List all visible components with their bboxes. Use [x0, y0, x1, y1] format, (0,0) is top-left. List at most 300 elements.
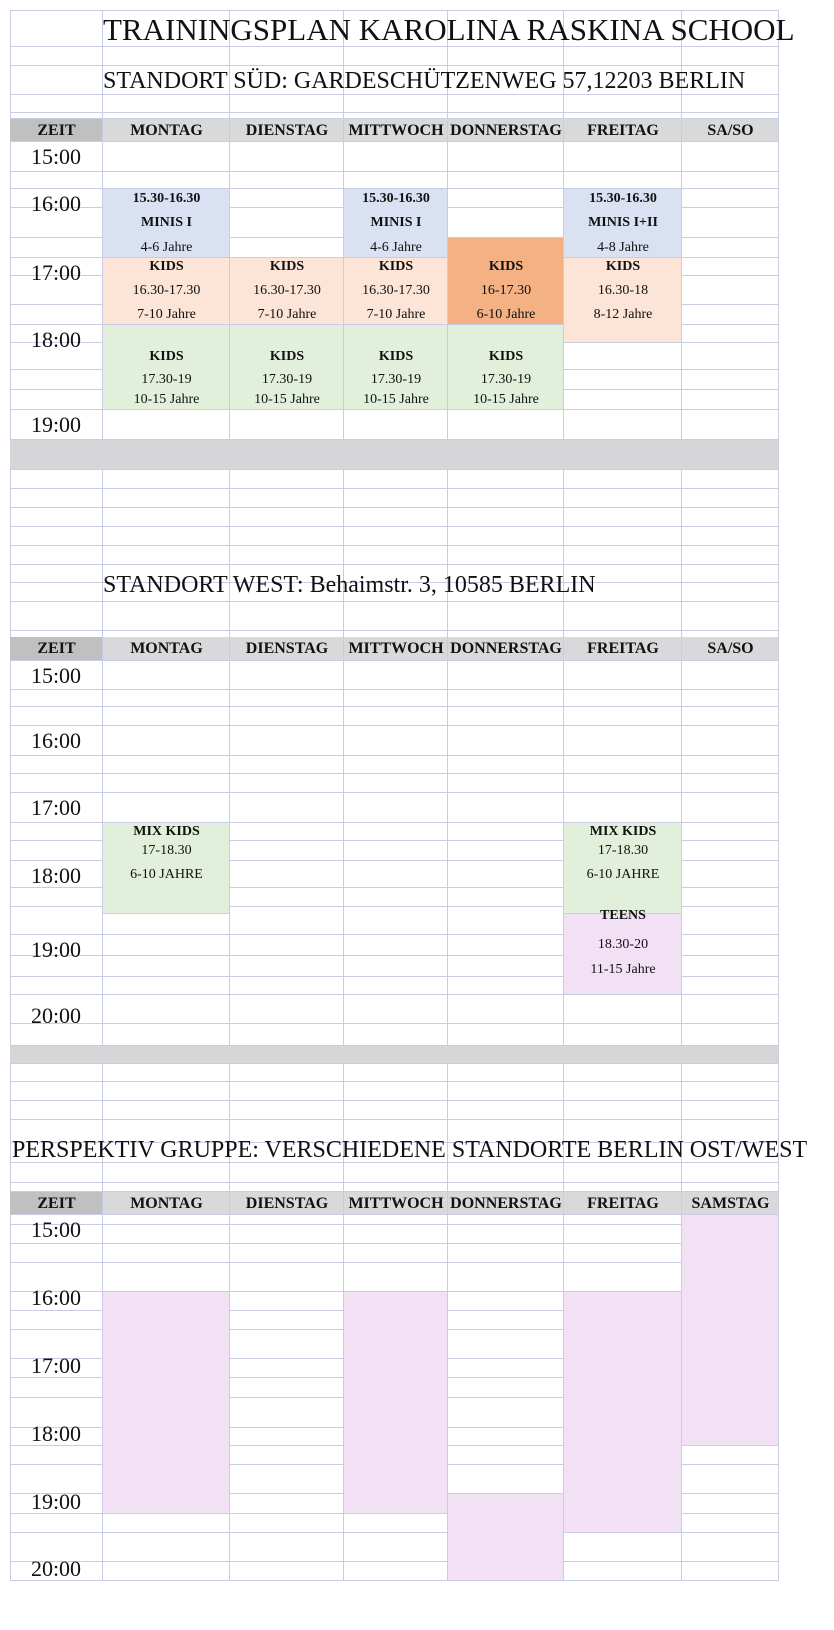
grid-cell [344, 774, 448, 793]
grid-cell [564, 172, 682, 189]
grid-cell [344, 977, 448, 995]
grid-cell [103, 1562, 230, 1581]
grid-cell [448, 1082, 564, 1101]
grid-cell [230, 470, 344, 489]
class-block [448, 1494, 564, 1581]
class-age: 11-15 Jahre [590, 961, 656, 977]
grid-cell [564, 47, 682, 66]
grid-cell [682, 276, 779, 305]
class-name: KIDS [605, 259, 641, 274]
grid-cell [682, 1101, 779, 1120]
grid-cell [10, 1378, 103, 1398]
grid-cell [10, 172, 103, 189]
class-age: 10-15 Jahre [133, 392, 200, 407]
time-label: 16:00 [30, 191, 82, 216]
page-title: TRAININGSPLAN KAROLINA RASKINA SCHOOL [103, 11, 795, 47]
grid-cell [344, 1082, 448, 1101]
grid-cell [448, 756, 564, 774]
grid-cell [448, 47, 564, 66]
grid-cell [682, 172, 779, 189]
grid-cell [448, 661, 564, 690]
column-header-day: MONTAG [130, 121, 203, 139]
grid-cell [682, 823, 779, 841]
grid-cell [230, 602, 344, 631]
class-time: 15.30-16.30 [132, 190, 201, 206]
class-time: 16-17.30 [480, 282, 532, 298]
grid-cell [344, 95, 448, 113]
grid-cell [10, 546, 103, 565]
grid-cell [448, 726, 564, 756]
grid-cell [448, 1311, 564, 1330]
grid-cell [230, 1330, 344, 1359]
class-block [103, 1292, 230, 1514]
grid-cell [448, 888, 564, 907]
grid-cell [230, 756, 344, 774]
grid-cell [682, 238, 779, 258]
grid-cell [344, 1064, 448, 1082]
grid-cell [344, 823, 448, 841]
grid-cell [448, 470, 564, 489]
grid-cell [230, 172, 344, 189]
grid-cell [682, 1514, 779, 1533]
grid-cell [344, 793, 448, 823]
grid-cell [682, 189, 779, 208]
class-name: TEENS [600, 908, 646, 923]
grid-cell [103, 172, 230, 189]
grid-cell [10, 907, 103, 935]
grid-cell [344, 470, 448, 489]
grid-cell [344, 1244, 448, 1263]
grid-cell [682, 756, 779, 774]
column-header-day: FREITAG [587, 640, 659, 657]
separator-band [10, 1046, 779, 1064]
grid-cell [230, 489, 344, 508]
grid-cell [564, 774, 682, 793]
grid-cell [448, 861, 564, 888]
column-header-day: DIENSTAG [245, 640, 329, 657]
grid-cell [448, 995, 564, 1024]
column-header-day: FREITAG [587, 1194, 659, 1212]
grid-cell [230, 935, 344, 956]
grid-cell [10, 470, 103, 489]
grid-cell [103, 726, 230, 756]
grid-cell [682, 774, 779, 793]
grid-cell [344, 546, 448, 565]
grid-cell [448, 95, 564, 113]
grid-cell [230, 841, 344, 861]
class-time: 17.30-19 [480, 372, 532, 387]
grid-cell [448, 1244, 564, 1263]
grid-cell [564, 1101, 682, 1120]
grid-cell [230, 907, 344, 935]
column-header-day: MITTWOCH [348, 640, 444, 657]
class-name: KIDS [269, 348, 305, 364]
grid-cell [564, 793, 682, 823]
grid-cell [564, 370, 682, 390]
grid-cell [448, 1330, 564, 1359]
class-name: MINIS I [141, 215, 192, 230]
grid-cell [10, 66, 103, 95]
grid-cell [10, 707, 103, 726]
grid-cell [682, 907, 779, 935]
grid-cell [10, 390, 103, 410]
grid-cell [682, 861, 779, 888]
grid-cell [682, 1082, 779, 1101]
class-age: 7-10 Jahre [137, 307, 196, 322]
grid-cell [448, 410, 564, 440]
grid-cell [344, 47, 448, 66]
grid-cell [682, 995, 779, 1024]
grid-cell [448, 172, 564, 189]
grid-cell [344, 726, 448, 756]
grid-cell [344, 861, 448, 888]
grid-cell [10, 756, 103, 774]
grid-cell [682, 793, 779, 823]
column-header-day: MONTAG [130, 640, 203, 657]
grid-cell [564, 726, 682, 756]
grid-cell [448, 1024, 564, 1046]
separator-band [10, 440, 779, 470]
grid-cell [103, 1183, 230, 1192]
grid-cell [230, 1562, 344, 1581]
grid-cell [230, 47, 344, 66]
column-header-day: SA/SO [707, 640, 754, 657]
grid-cell [564, 508, 682, 527]
grid-cell [230, 726, 344, 756]
grid-cell [344, 841, 448, 861]
class-time: 18.30-20 [597, 937, 649, 952]
grid-cell [682, 1183, 779, 1192]
grid-cell [230, 1024, 344, 1046]
grid-cell [564, 1533, 682, 1562]
grid-cell [682, 935, 779, 956]
class-age: 4-8 Jahre [597, 240, 649, 255]
grid-cell [103, 546, 230, 565]
grid-cell [103, 956, 230, 977]
grid-cell [230, 661, 344, 690]
grid-cell [682, 95, 779, 113]
section-title: STANDORT WEST: Behaimstr. 3, 10585 BERLIN [103, 572, 596, 598]
grid-cell [448, 1398, 564, 1428]
class-time: 17-18.30 [141, 843, 192, 858]
grid-cell [564, 1562, 682, 1581]
grid-cell [344, 1101, 448, 1120]
column-header-zeit: ZEIT [37, 640, 76, 657]
grid-cell [682, 1064, 779, 1082]
grid-cell [230, 888, 344, 907]
grid-cell [103, 1024, 230, 1046]
grid-cell [448, 977, 564, 995]
grid-cell [230, 208, 344, 238]
grid-cell [564, 1244, 682, 1263]
grid-cell [10, 823, 103, 841]
grid-cell [230, 823, 344, 841]
grid-cell [682, 470, 779, 489]
grid-cell [230, 1428, 344, 1446]
grid-cell [103, 1225, 230, 1244]
column-header-zeit: ZEIT [37, 1194, 76, 1212]
class-name: MINIS I+II [588, 215, 658, 230]
grid-cell [448, 546, 564, 565]
class-block [682, 1215, 779, 1446]
grid-cell [682, 1562, 779, 1581]
class-age: 10-15 Jahre [363, 392, 429, 407]
class-time: 17-18.30 [597, 843, 649, 858]
grid-cell [682, 258, 779, 276]
grid-cell [230, 1446, 344, 1465]
grid-cell [103, 1263, 230, 1292]
grid-cell [10, 95, 103, 113]
grid-cell [230, 1292, 344, 1311]
grid-cell [448, 189, 564, 208]
grid-cell [682, 1533, 779, 1562]
grid-cell [103, 793, 230, 823]
class-name: KIDS [149, 348, 184, 364]
time-label: 18:00 [30, 327, 82, 352]
grid-cell [682, 410, 779, 440]
grid-cell [564, 707, 682, 726]
grid-cell [103, 602, 230, 631]
column-header-day: MITTWOCH [348, 1194, 444, 1212]
grid-cell [344, 1183, 448, 1192]
grid-cell [448, 489, 564, 508]
grid-cell [230, 1183, 344, 1192]
grid-cell [10, 370, 103, 390]
grid-cell [344, 888, 448, 907]
grid-cell [448, 1359, 564, 1378]
grid-cell [10, 583, 103, 602]
column-header-day: MONTAG [130, 1194, 203, 1212]
class-age: 6-10 JAHRE [586, 866, 660, 882]
grid-cell [230, 861, 344, 888]
grid-cell [564, 546, 682, 565]
grid-cell [682, 546, 779, 565]
grid-cell [682, 726, 779, 756]
grid-cell [448, 935, 564, 956]
grid-cell [564, 661, 682, 690]
column-header-day: MITTWOCH [348, 121, 444, 139]
grid-cell [230, 774, 344, 793]
grid-cell [344, 907, 448, 935]
grid-cell [103, 1064, 230, 1082]
grid-cell [682, 142, 779, 172]
grid-cell [344, 410, 448, 440]
grid-cell [230, 707, 344, 726]
grid-cell [230, 1263, 344, 1292]
grid-cell [103, 410, 230, 440]
grid-cell [230, 956, 344, 977]
grid-cell [564, 602, 682, 631]
grid-cell [448, 841, 564, 861]
grid-cell [682, 690, 779, 707]
grid-cell [682, 1494, 779, 1514]
grid-cell [10, 565, 103, 583]
grid-cell [448, 142, 564, 172]
grid-cell [564, 1183, 682, 1192]
grid-cell [103, 1514, 230, 1533]
time-label: 17:00 [30, 1353, 82, 1378]
grid-cell [564, 756, 682, 774]
grid-cell [564, 343, 682, 370]
grid-cell [448, 1465, 564, 1494]
grid-cell [10, 527, 103, 546]
grid-cell [448, 907, 564, 935]
grid-cell [10, 774, 103, 793]
class-name: MIX KIDS [133, 824, 200, 839]
section-title: PERSPEKTIV GRUPPE: VERSCHIEDENE STANDORTE BERLIN OST/WEST [12, 1136, 808, 1163]
class-age: 8-12 Jahre [593, 307, 653, 322]
class-age: 7-10 Jahre [366, 307, 426, 322]
grid-cell [230, 527, 344, 546]
class-time: 16.30-17.30 [253, 282, 321, 298]
grid-cell [230, 238, 344, 258]
grid-cell [448, 508, 564, 527]
grid-cell [448, 793, 564, 823]
grid-cell [10, 508, 103, 527]
grid-cell [344, 935, 448, 956]
time-label: 19:00 [30, 412, 82, 437]
grid-cell [682, 343, 779, 370]
class-name: KIDS [378, 259, 414, 274]
grid-cell [230, 1082, 344, 1101]
class-age: 4-6 Jahre [370, 240, 422, 255]
grid-cell [10, 305, 103, 325]
class-name: MINIS I [370, 215, 422, 230]
grid-cell [103, 47, 230, 66]
grid-cell [344, 995, 448, 1024]
class-time: 16.30-18 [597, 282, 649, 298]
grid-cell [448, 1446, 564, 1465]
grid-cell [682, 841, 779, 861]
class-time: 15.30-16.30 [362, 190, 430, 206]
grid-cell [448, 208, 564, 238]
grid-cell [448, 1378, 564, 1398]
grid-cell [682, 602, 779, 631]
grid-cell [448, 1183, 564, 1192]
grid-cell [10, 1311, 103, 1330]
time-label: 15:00 [30, 663, 82, 688]
grid-cell [564, 690, 682, 707]
class-age: 10-15 Jahre [254, 392, 320, 407]
column-header-day: DIENSTAG [245, 121, 329, 139]
grid-cell [230, 508, 344, 527]
grid-cell [10, 489, 103, 508]
class-age: 4-6 Jahre [140, 240, 193, 255]
grid-cell [682, 977, 779, 995]
grid-cell [344, 172, 448, 189]
class-time: 16.30-17.30 [362, 282, 430, 298]
column-header-day: DONNERSTAG [450, 640, 562, 657]
class-name: KIDS [149, 259, 184, 274]
class-time: 17.30-19 [261, 372, 313, 387]
grid-cell [564, 410, 682, 440]
grid-cell [103, 935, 230, 956]
grid-cell [448, 1225, 564, 1244]
grid-cell [344, 1024, 448, 1046]
grid-cell [230, 1398, 344, 1428]
grid-cell [682, 208, 779, 238]
grid-cell [682, 508, 779, 527]
grid-cell [10, 977, 103, 995]
grid-cell [10, 47, 103, 66]
column-header-day: FREITAG [587, 121, 659, 139]
class-age: 7-10 Jahre [257, 307, 317, 322]
grid-cell [10, 1101, 103, 1120]
grid-cell [103, 707, 230, 726]
time-label: 15:00 [30, 1217, 82, 1242]
grid-cell [564, 527, 682, 546]
grid-cell [344, 1263, 448, 1292]
grid-cell [564, 390, 682, 410]
grid-cell [103, 95, 230, 113]
grid-cell [682, 370, 779, 390]
time-label: 15:00 [30, 144, 82, 169]
grid-cell [10, 1064, 103, 1082]
grid-cell [682, 47, 779, 66]
grid-cell [564, 1225, 682, 1244]
grid-cell [564, 470, 682, 489]
grid-cell [103, 527, 230, 546]
grid-cell [682, 661, 779, 690]
grid-cell [230, 1465, 344, 1494]
grid-cell [344, 508, 448, 527]
grid-cell [230, 1533, 344, 1562]
grid-cell [448, 774, 564, 793]
grid-cell [103, 489, 230, 508]
grid-cell [344, 142, 448, 172]
grid-cell [344, 756, 448, 774]
grid-cell [344, 1562, 448, 1581]
grid-cell [230, 1311, 344, 1330]
class-time: 17.30-19 [141, 372, 192, 387]
grid-cell [10, 238, 103, 258]
grid-cell [230, 1244, 344, 1263]
grid-cell [230, 95, 344, 113]
grid-cell [448, 602, 564, 631]
grid-cell [103, 977, 230, 995]
time-label: 18:00 [30, 863, 82, 888]
grid-cell [230, 189, 344, 208]
class-age: 10-15 Jahre [473, 392, 539, 407]
time-label: 20:00 [30, 1003, 82, 1028]
grid-cell [564, 1082, 682, 1101]
grid-cell [682, 305, 779, 325]
grid-cell [682, 527, 779, 546]
grid-cell [682, 888, 779, 907]
grid-cell [230, 793, 344, 823]
grid-cell [230, 1101, 344, 1120]
grid-cell [103, 774, 230, 793]
grid-cell [682, 707, 779, 726]
grid-cell [103, 1101, 230, 1120]
grid-cell [682, 325, 779, 343]
grid-cell [564, 142, 682, 172]
grid-cell [448, 1292, 564, 1311]
grid-cell [344, 489, 448, 508]
time-label: 16:00 [30, 1285, 82, 1310]
grid-cell [682, 1024, 779, 1046]
time-label: 19:00 [30, 937, 82, 962]
time-label: 16:00 [30, 728, 82, 753]
class-block [564, 1292, 682, 1533]
grid-cell [682, 1465, 779, 1494]
grid-cell [230, 977, 344, 995]
grid-cell [564, 1064, 682, 1082]
class-name: MIX KIDS [589, 824, 657, 839]
grid-cell [344, 527, 448, 546]
grid-cell [448, 1428, 564, 1446]
grid-cell [103, 470, 230, 489]
